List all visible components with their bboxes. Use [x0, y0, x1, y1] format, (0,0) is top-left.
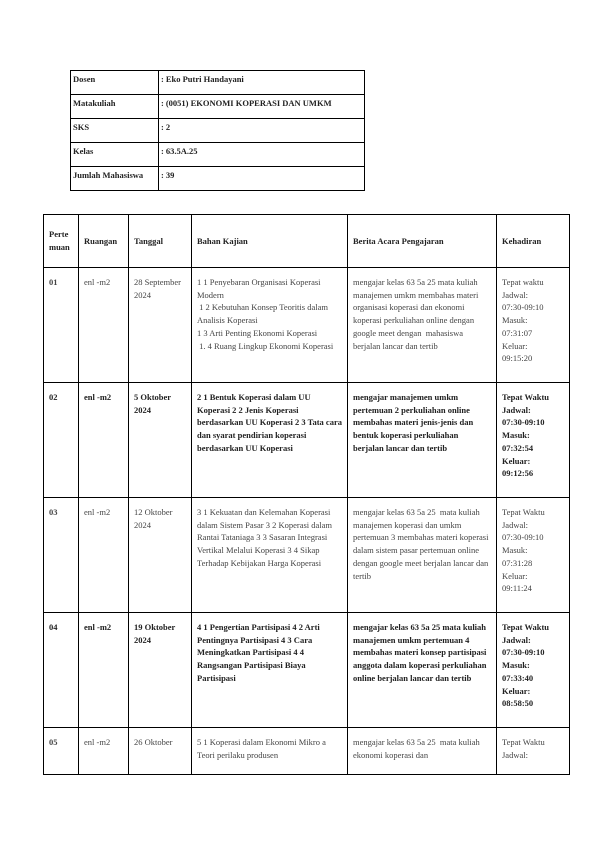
- room-text: enl -m2: [84, 392, 112, 402]
- cell-meeting-number: [44, 613, 79, 728]
- report-text: mengajar manajemen umkm pertemuan 2 perkuliahan online membahas materi jenis-jenis dan bentuk koperasi perkuliahan berjalan lancar dan tertib: [353, 392, 476, 453]
- table-row: [44, 498, 570, 613]
- header-attendance: Kehadiran: [497, 215, 570, 268]
- material-text: 2 1 Bentuk Koperasi dalam UU Koperasi 2 2 Jenis Koperasi berdasarkan UU Koperasi 2 3 Tata cara dan syarat pendirian koperasi berdasarkan UU Koperasi: [197, 392, 345, 453]
- cell-room: [79, 383, 129, 498]
- attendance-text: Tepat Waktu Jadwal:: [502, 737, 545, 760]
- date-text: 26 Oktober: [134, 737, 173, 747]
- info-value: [159, 119, 365, 143]
- header-report: Berita Acara Pengajaran: [348, 215, 497, 268]
- room-text: enl -m2: [84, 507, 111, 517]
- meeting-number-text: 01: [49, 277, 58, 287]
- cell-date: [129, 613, 192, 728]
- cell-attendance: [497, 383, 570, 498]
- table-header-row: [44, 215, 570, 268]
- material-text: 1 1 Penyebaran Organisasi Koperasi Modern 1 2 Kebutuhan Konsep Teoritis dalam Analisis Koperasi 1 3 Arti Penting Ekonomi Koperasi 1. 4 Ruang Lingkup Ekonomi Koperasi: [197, 277, 334, 351]
- date-text: 5 Oktober 2024: [134, 392, 174, 415]
- info-value: [159, 143, 365, 167]
- attendance-table: [43, 214, 570, 775]
- info-colon: :: [161, 98, 164, 108]
- table-row: [44, 268, 570, 383]
- course-info-table: [70, 70, 365, 191]
- info-value-text: (0051) EKONOMI KOPERASI DAN UMKM: [165, 98, 332, 108]
- info-row: [71, 167, 365, 191]
- material-text: 5 1 Koperasi dalam Ekonomi Mikro a Teori perilaku produsen: [197, 737, 328, 760]
- info-row: [71, 143, 365, 167]
- room-text: enl -m2: [84, 622, 112, 632]
- info-value: [159, 95, 365, 119]
- report-text: mengajar kelas 63 5a 25 mata kuliah ekonomi koperasi dan: [353, 737, 482, 760]
- cell-report: [348, 268, 497, 383]
- info-row: [71, 95, 365, 119]
- cell-material: [192, 383, 348, 498]
- info-label: SKS: [71, 119, 159, 143]
- cell-date: [129, 728, 192, 775]
- cell-date: [129, 498, 192, 613]
- info-row: [71, 71, 365, 95]
- cell-material: [192, 613, 348, 728]
- info-colon: :: [161, 74, 164, 84]
- header-room: Ruangan: [79, 215, 129, 268]
- report-text: mengajar kelas 63 5a 25 mata kuliah manajemen umkm membahas materi organisasi koperasi dan ekonomi koperasi perkuliahan online dengan google meet dengan mahasiswa berjalan lancar dan tertib: [353, 277, 481, 351]
- attendance-text: Tepat Waktu Jadwal: 07:30-09:10 Masuk: 07:33:40 Keluar: 08:58:50: [502, 622, 550, 709]
- attendance-text: Tepat Waktu Jadwal: 07:30-09:10 Masuk: 07:31:28 Keluar: 09:11:24: [502, 507, 545, 594]
- cell-material: [192, 498, 348, 613]
- header-material: Bahan Kajian: [192, 215, 348, 268]
- info-value-text: 39: [165, 170, 175, 180]
- cell-room: [79, 613, 129, 728]
- attendance-text: Tepat waktu Jadwal: 07:30-09:10 Masuk: 07:31:07 Keluar: 09:15:20: [502, 277, 544, 364]
- cell-date: [129, 268, 192, 383]
- room-text: enl -m2: [84, 277, 111, 287]
- date-text: 28 September 2024: [134, 277, 184, 300]
- report-text: mengajar kelas 63 5a 25 mata kuliah manajemen umkm pertemuan 4 membahas materi konsep partisipasi anggota dalam koperasi perkuliahan online berjalan lancar dan tertib: [353, 622, 489, 683]
- info-row: [71, 119, 365, 143]
- cell-room: [79, 498, 129, 613]
- info-label: Dosen: [71, 71, 159, 95]
- cell-room: [79, 728, 129, 775]
- meeting-number-text: 02: [49, 392, 58, 402]
- cell-report: [348, 613, 497, 728]
- material-text: 3 1 Kekuatan dan Kelemahan Koperasi dalam Sistem Pasar 3 2 Koperasi dalam Rantai Tataniaga 3 3 Sasaran Integrasi Vertikal Melalui Koperasi 3 4 Sikap Terhadap Kebijakan Harga Koperasi: [197, 507, 335, 568]
- header-date: Tanggal: [129, 215, 192, 268]
- info-value: [159, 167, 365, 191]
- attendance-text: Tepat Waktu Jadwal: 07:30-09:10 Masuk: 07:32:54 Keluar: 09:12:56: [502, 392, 550, 479]
- meeting-number-text: 03: [49, 507, 58, 517]
- cell-report: [348, 728, 497, 775]
- meeting-number-text: 04: [49, 622, 58, 632]
- info-colon: :: [161, 146, 164, 156]
- cell-material: [192, 268, 348, 383]
- cell-attendance: [497, 268, 570, 383]
- cell-attendance: [497, 498, 570, 613]
- cell-report: [348, 498, 497, 613]
- date-text: 19 Oktober 2024: [134, 622, 178, 645]
- info-label: Matakuliah: [71, 95, 159, 119]
- info-value-text: 2: [165, 122, 171, 132]
- meeting-number-text: 05: [49, 737, 58, 747]
- date-text: 12 Oktober 2024: [134, 507, 175, 530]
- info-colon: :: [161, 170, 164, 180]
- info-colon: :: [161, 122, 164, 132]
- report-text: mengajar kelas 63 5a 25 mata kuliah manajemen koperasi dan umkm pertemuan 3 membahas materi koperasi dalam sistem pasar pertemuan online dengan google meet berjalan lancar dan tertib: [353, 507, 491, 581]
- cell-room: [79, 268, 129, 383]
- material-text: 4 1 Pengertian Partisipasi 4 2 Arti Pentingnya Partisipasi 4 3 Cara Meningkatkan Partisipasi 4 4 Rangsangan Partisipasi Biaya Partisipasi: [197, 622, 322, 683]
- info-value: [159, 71, 365, 95]
- room-text: enl -m2: [84, 737, 111, 747]
- cell-meeting-number: [44, 498, 79, 613]
- cell-meeting-number: [44, 268, 79, 383]
- header-meeting: Perte muan: [44, 215, 79, 268]
- cell-date: [129, 383, 192, 498]
- table-row: [44, 613, 570, 728]
- cell-meeting-number: [44, 728, 79, 775]
- table-row: [44, 383, 570, 498]
- table-row: [44, 728, 570, 775]
- cell-meeting-number: [44, 383, 79, 498]
- info-label: Jumlah Mahasiswa: [71, 167, 159, 191]
- cell-material: [192, 728, 348, 775]
- cell-attendance: [497, 613, 570, 728]
- cell-attendance: [497, 728, 570, 775]
- info-value-text: Eko Putri Handayani: [165, 74, 244, 84]
- info-value-text: 63.5A.25: [165, 146, 198, 156]
- cell-report: [348, 383, 497, 498]
- info-label: Kelas: [71, 143, 159, 167]
